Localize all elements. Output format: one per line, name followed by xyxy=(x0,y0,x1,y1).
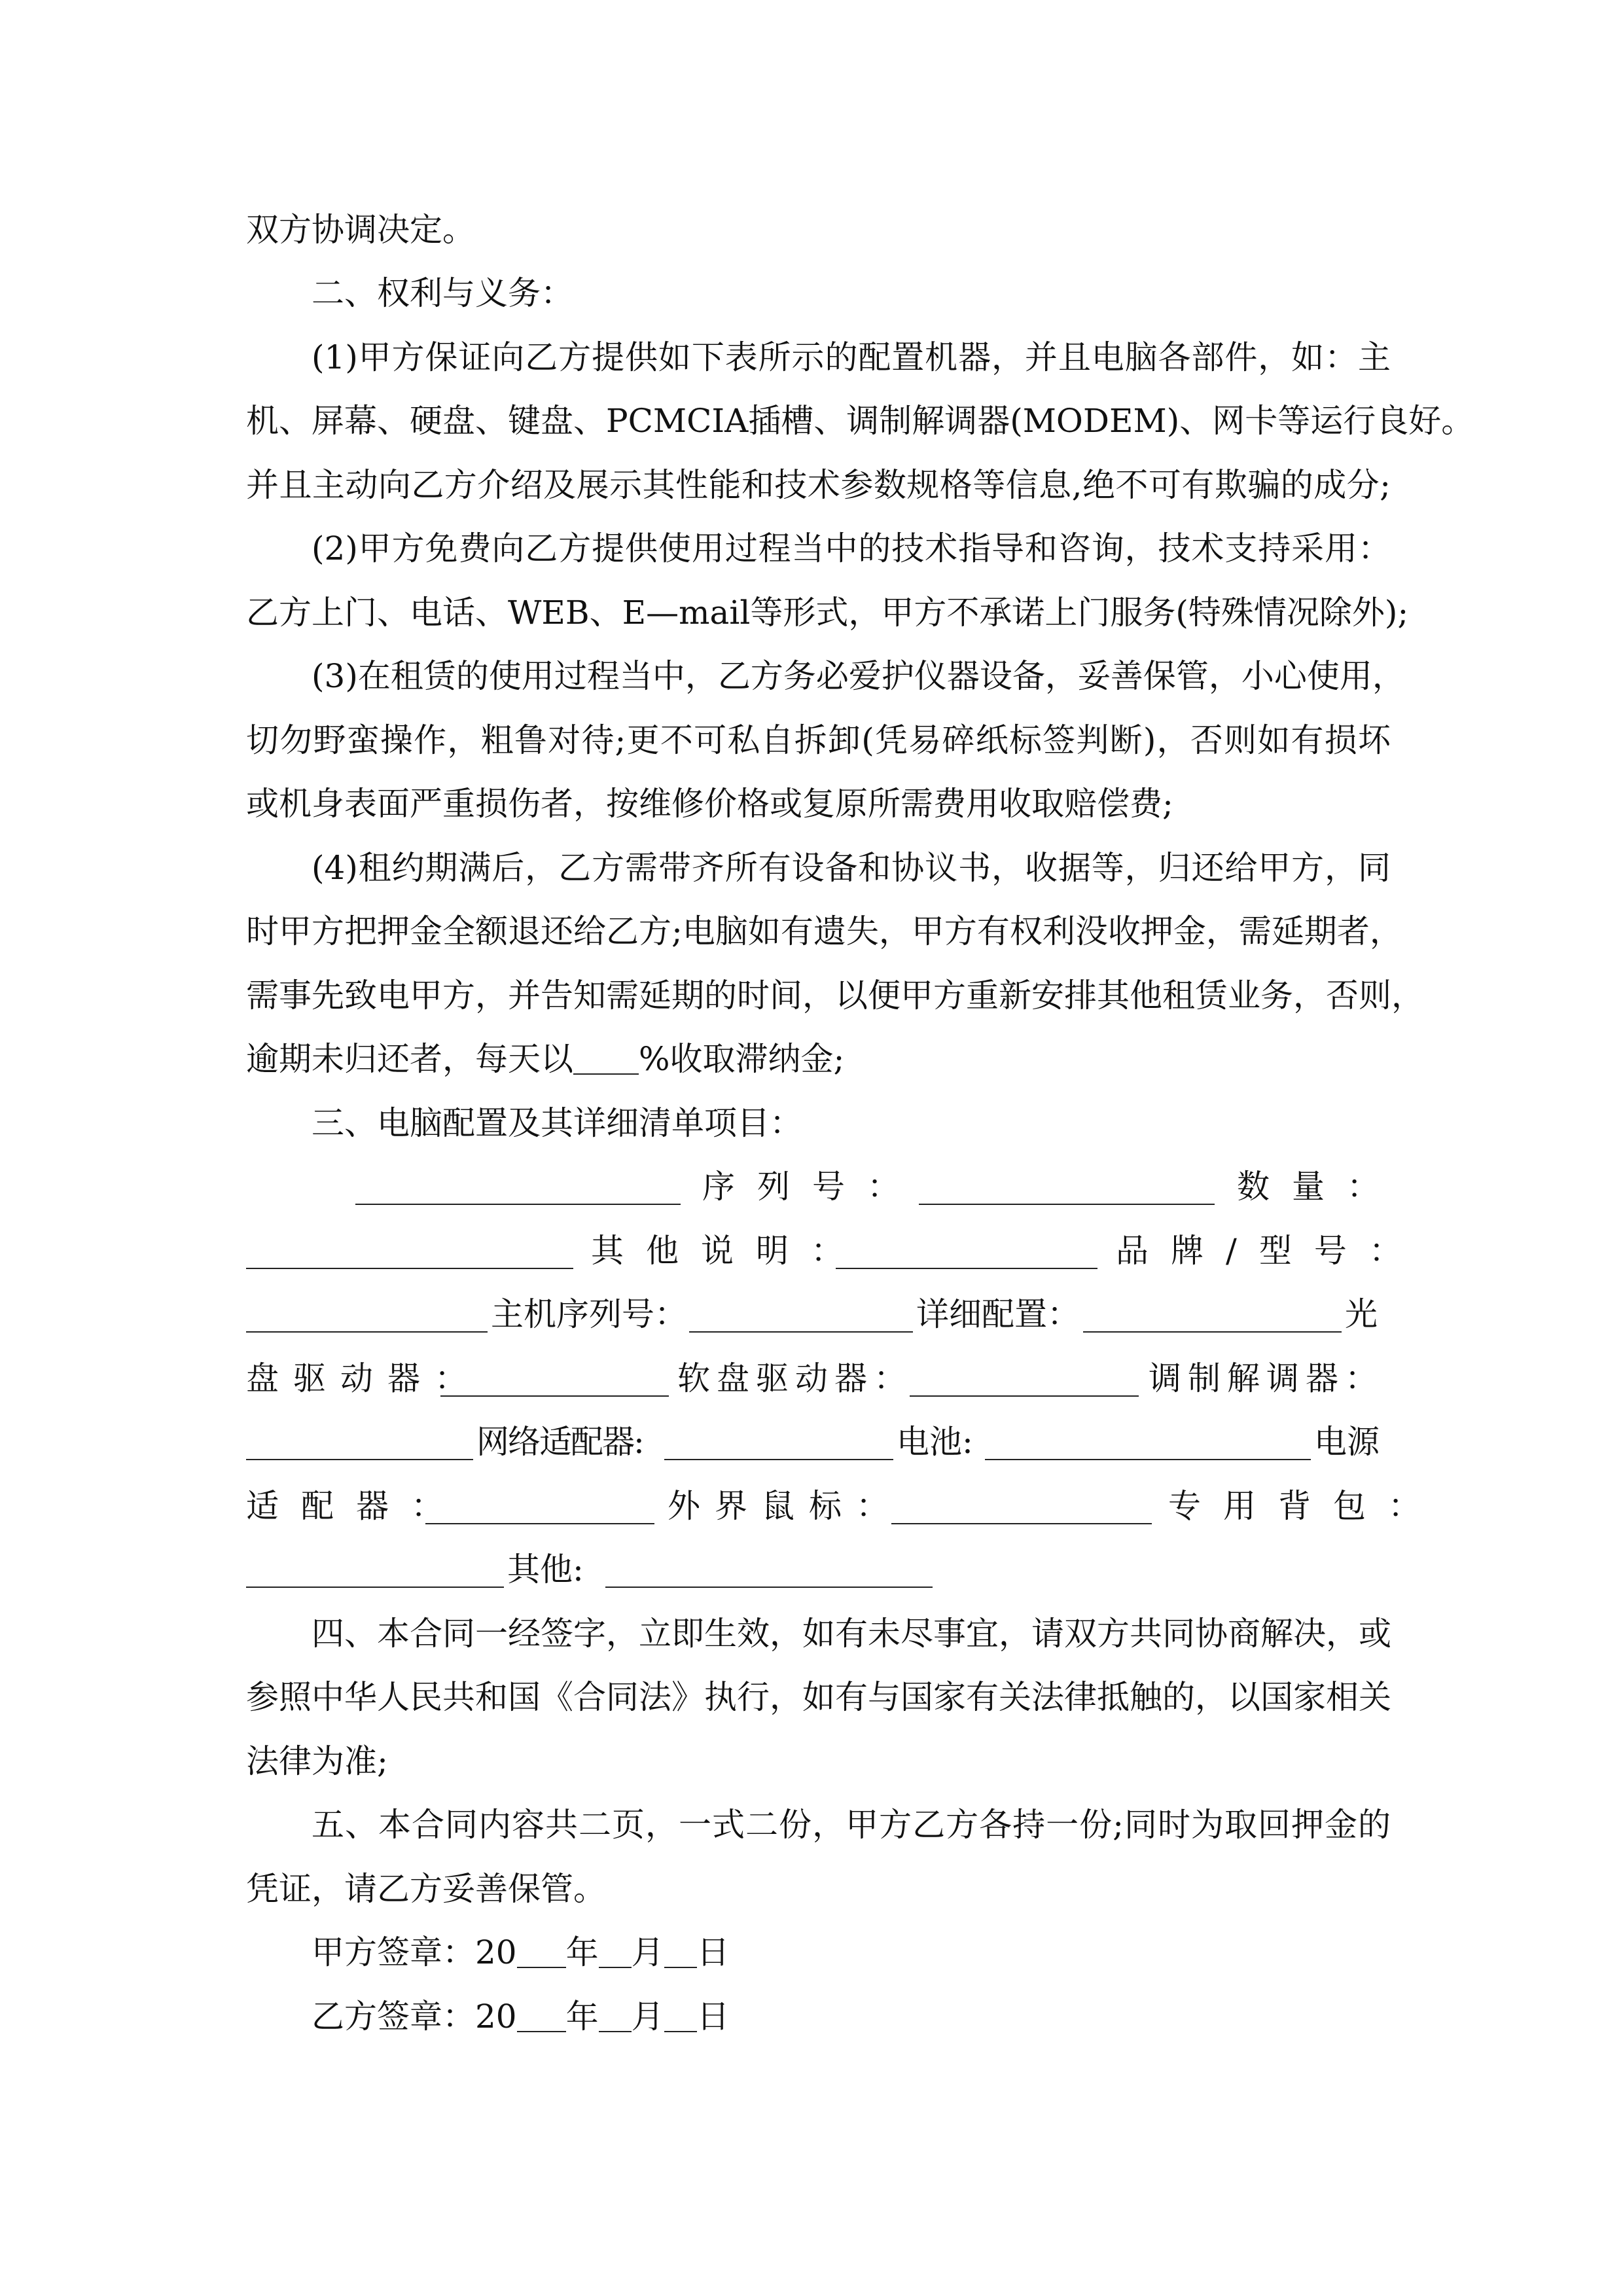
paragraph-line: 法律为准; xyxy=(246,1742,388,1780)
form-line xyxy=(246,1293,1391,1335)
paragraph-line: 或机身表面严重损伤者，按维修价格或复原所需费用收取赔偿费; xyxy=(246,785,1173,823)
year-blank[interactable] xyxy=(517,1996,566,2032)
paragraph-line xyxy=(246,1038,1391,1080)
form-line xyxy=(246,1549,1391,1590)
month-label: 月 xyxy=(631,1998,664,2036)
optical-drive-blank[interactable] xyxy=(440,1357,669,1397)
bag-blank[interactable] xyxy=(246,1549,504,1588)
late-fee-text: 逾期未归还者，每天以 xyxy=(246,1040,573,1078)
power-adapter-label-start: 电源 xyxy=(1314,1423,1380,1461)
optical-drive-label-end: 盘驱动器： xyxy=(246,1359,482,1397)
item-blank[interactable] xyxy=(355,1166,681,1205)
paragraph-line: 双方协调决定。 xyxy=(246,211,475,249)
paragraph-line: (2)甲方免费向乙方提供使用过程当中的技术指导和咨询，技术支持采用： xyxy=(312,529,1391,567)
power-adapter-label-end: 适配器： xyxy=(246,1487,466,1525)
paragraph-line: 机、屏幕、硬盘、键盘、PCMCIA插槽、调制解调器(MODEM)、网卡等运行良好。 xyxy=(246,402,1474,440)
section-heading-config: 三、电脑配置及其详细清单项目： xyxy=(312,1104,802,1142)
paragraph-line: (1)甲方保证向乙方提供如下表所示的配置机器，并且电脑各部件，如：主 xyxy=(312,338,1391,376)
brand-model-blank[interactable] xyxy=(246,1293,488,1333)
modem-label: 调制解调器： xyxy=(1149,1359,1384,1397)
mouse-blank[interactable] xyxy=(891,1485,1152,1524)
other-notes-label: 其他说明： xyxy=(591,1232,866,1270)
host-serial-blank[interactable] xyxy=(689,1293,913,1333)
serial-blank[interactable] xyxy=(919,1166,1215,1205)
brand-model-label: 品牌/型号： xyxy=(1116,1232,1424,1270)
form-line xyxy=(246,1485,1443,1527)
form-line xyxy=(246,1230,1424,1272)
section-heading-rights: 二、权利与义务： xyxy=(312,274,573,312)
modem-blank[interactable] xyxy=(246,1421,473,1460)
year-prefix: 20 xyxy=(475,1998,517,2036)
battery-blank[interactable] xyxy=(985,1421,1311,1460)
detail-config-blank[interactable] xyxy=(1083,1293,1342,1333)
form-line xyxy=(246,1166,1402,1208)
other-notes-blank[interactable] xyxy=(836,1230,1097,1269)
paragraph-line: 五、本合同内容共二页，一式二份，甲方乙方各持一份;同时为取回押金的 xyxy=(312,1806,1391,1844)
paragraph-line: 乙方上门、电话、WEB、E—mail等形式，甲方不承诺上门服务(特殊情况除外); xyxy=(246,594,1409,632)
battery-label: 电池: xyxy=(897,1423,973,1461)
year-blank[interactable] xyxy=(517,1931,566,1968)
paragraph-line: 时甲方把押金全额退还给乙方;电脑如有遗失，甲方有权利没收押金，需延期者， xyxy=(246,912,1402,950)
floppy-drive-label: 软盘驱动器： xyxy=(677,1359,913,1397)
detail-config-label: 详细配置： xyxy=(916,1295,1080,1333)
quantity-label: 数量： xyxy=(1237,1168,1402,1206)
serial-label: 序列号： xyxy=(702,1168,922,1206)
form-line xyxy=(246,1357,1391,1399)
paragraph-line: (3)在租赁的使用过程当中，乙方务必爱护仪器设备，妥善保管，小心使用， xyxy=(312,657,1405,695)
signature-party-a xyxy=(246,1931,1391,1973)
quantity-blank[interactable] xyxy=(246,1230,573,1269)
signature-party-b xyxy=(246,1996,1391,2037)
bag-label: 专用背包： xyxy=(1168,1487,1443,1525)
network-adapter-blank[interactable] xyxy=(664,1421,893,1460)
paragraph-line: 需事先致电甲方，并告知需延期的时间，以便甲方重新安排其他租赁业务，否则， xyxy=(246,977,1424,1014)
day-label: 日 xyxy=(696,1933,730,1971)
optical-drive-label-start: 光 xyxy=(1345,1295,1378,1333)
signature-label: 乙方签章： xyxy=(312,1998,475,2036)
paragraph-line: (4)租约期满后，乙方需带齐所有设备和协议书，收据等，归还给甲方，同 xyxy=(312,849,1391,887)
other-blank[interactable] xyxy=(605,1549,933,1588)
paragraph-line: 四、本合同一经签字，立即生效，如有未尽事宜，请双方共同协商解决，或 xyxy=(312,1615,1391,1653)
year-prefix: 20 xyxy=(475,1933,517,1971)
paragraph-line: 并且主动向乙方介绍及展示其性能和技术参数规格等信息,绝不可有欺骗的成分; xyxy=(246,466,1391,504)
day-blank[interactable] xyxy=(664,1931,697,1968)
paragraph-line: 凭证，请乙方妥善保管。 xyxy=(246,1870,606,1908)
paragraph-line: 参照中华人民共和国《合同法》执行，如有与国家有关法律抵触的，以国家相关 xyxy=(246,1678,1391,1716)
other-label: 其他: xyxy=(507,1551,584,1588)
year-label: 年 xyxy=(565,1933,599,1971)
day-blank[interactable] xyxy=(664,1996,697,2032)
month-label: 月 xyxy=(631,1933,664,1971)
late-fee-text-end: %收取滞纳金; xyxy=(639,1040,845,1078)
day-label: 日 xyxy=(696,1998,730,2036)
mouse-label: 外界鼠标： xyxy=(668,1487,903,1525)
floppy-drive-blank[interactable] xyxy=(910,1357,1139,1397)
host-serial-label: 主机序列号： xyxy=(491,1295,687,1333)
month-blank[interactable] xyxy=(599,1931,632,1968)
network-adapter-label: 网络适配器: xyxy=(476,1423,643,1461)
month-blank[interactable] xyxy=(599,1996,632,2032)
late-fee-rate-blank[interactable] xyxy=(573,1038,639,1075)
signature-label: 甲方签章： xyxy=(312,1933,475,1971)
power-adapter-blank[interactable] xyxy=(425,1485,654,1524)
paragraph-line: 切勿野蛮操作，粗鲁对待;更不可私自拆卸(凭易碎纸标签判断)，否则如有损坏 xyxy=(246,721,1391,759)
year-label: 年 xyxy=(565,1998,599,2036)
form-line xyxy=(246,1421,1391,1463)
